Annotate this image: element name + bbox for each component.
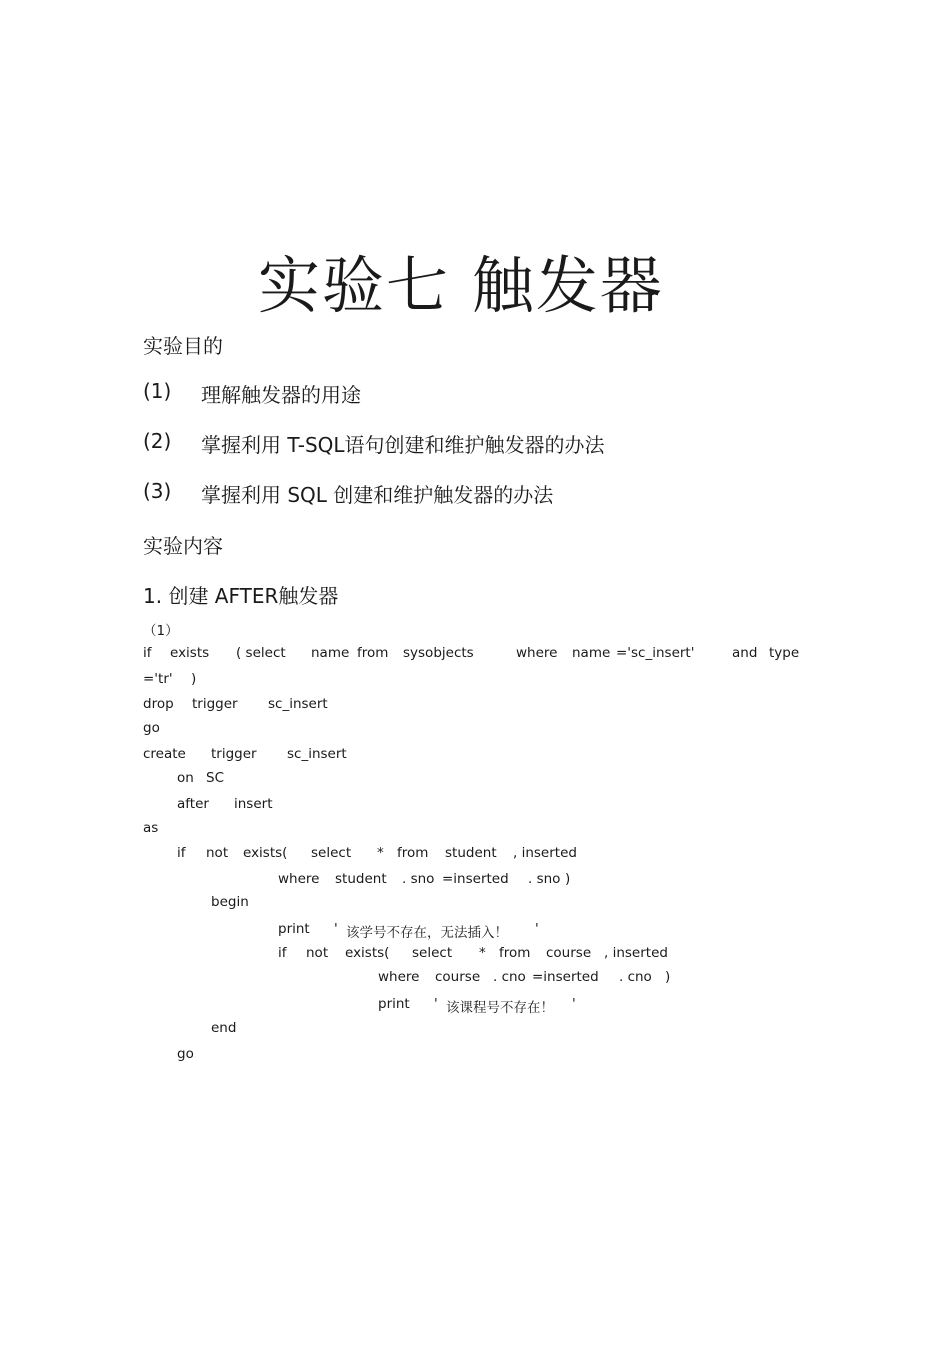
code-token: create (143, 746, 186, 762)
code-token: insert (234, 796, 273, 812)
purpose-item-3-text: 掌握利用 SQL 创建和维护触发器的办法 (201, 483, 554, 507)
sub1-label: （1） (143, 623, 179, 639)
code-token: go (177, 1046, 194, 1062)
code-token: print (378, 996, 410, 1012)
code-token: sysobjects (403, 645, 474, 661)
code-token: not (306, 945, 329, 961)
code-token: sc_insert (287, 746, 347, 762)
code-token: student (445, 845, 497, 861)
code-token: select (412, 945, 453, 961)
code-token: course (435, 969, 481, 985)
code-token: as (143, 820, 159, 836)
code-token: ' (535, 921, 539, 937)
code-token: not (206, 845, 229, 861)
code-token: where (278, 871, 320, 887)
code-token: print (278, 921, 310, 937)
code-token: from (499, 945, 531, 961)
code-token: type (769, 645, 800, 661)
code-token: ) (191, 671, 197, 687)
code-token: where (516, 645, 558, 661)
code-token: * (377, 845, 384, 861)
code-token: drop (143, 696, 174, 712)
purpose-item-1-text: 理解触发器的用途 (201, 383, 361, 407)
purpose-item-2-text: 掌握利用 T-SQL语句创建和维护触发器的办法 (201, 433, 605, 457)
code-token: . sno (528, 871, 561, 887)
code-token: =inserted (532, 969, 599, 985)
code-token: * (479, 945, 486, 961)
code-token: 该学号不存在，无法插入！ (346, 925, 508, 941)
section1-heading: 1. 创建 AFTER触发器 (143, 584, 339, 608)
code-token: course (546, 945, 592, 961)
code-token: SC (206, 770, 224, 786)
code-token: if (143, 645, 152, 661)
code-token: on (177, 770, 194, 786)
page-title: 实验七 触发器 (258, 249, 664, 322)
code-token: ) (665, 969, 671, 985)
code-token: 该课程号不存在！ (446, 1000, 554, 1016)
code-token: trigger (211, 746, 257, 762)
code-token: where (378, 969, 420, 985)
purpose-heading: 实验目的 (143, 334, 223, 358)
code-token: from (397, 845, 429, 861)
code-token: ' (334, 921, 338, 937)
code-token: after (177, 796, 209, 812)
code-token: . sno (402, 871, 435, 887)
code-token: exists( (243, 845, 288, 861)
code-token: . cno (619, 969, 652, 985)
code-token: . cno (493, 969, 526, 985)
code-token: if (278, 945, 287, 961)
purpose-item-1-num: (1) (143, 379, 172, 403)
code-token: ='sc_insert' (616, 645, 695, 661)
code-token: , inserted (513, 845, 577, 861)
code-token: ( select (236, 645, 286, 661)
code-token: trigger (192, 696, 238, 712)
purpose-item-2-num: (2) (143, 429, 172, 453)
code-token: begin (211, 894, 249, 910)
code-token: exists( (345, 945, 390, 961)
code-token: , inserted (604, 945, 668, 961)
code-token: name (572, 645, 611, 661)
code-token: ='tr' (143, 671, 173, 687)
content-heading: 实验内容 (143, 534, 223, 558)
code-token: sc_insert (268, 696, 328, 712)
code-token: if (177, 845, 186, 861)
code-token: end (211, 1020, 237, 1036)
code-token: go (143, 720, 160, 736)
code-token: select (311, 845, 352, 861)
code-token: exists (170, 645, 210, 661)
code-token: ' (572, 996, 576, 1012)
code-token: ) (565, 871, 571, 887)
code-token: name (311, 645, 350, 661)
code-token: =inserted (442, 871, 509, 887)
code-token: from (357, 645, 389, 661)
code-token: and (732, 645, 758, 661)
purpose-item-3-num: (3) (143, 479, 172, 503)
code-token: student (335, 871, 387, 887)
code-token: ' (434, 996, 438, 1012)
